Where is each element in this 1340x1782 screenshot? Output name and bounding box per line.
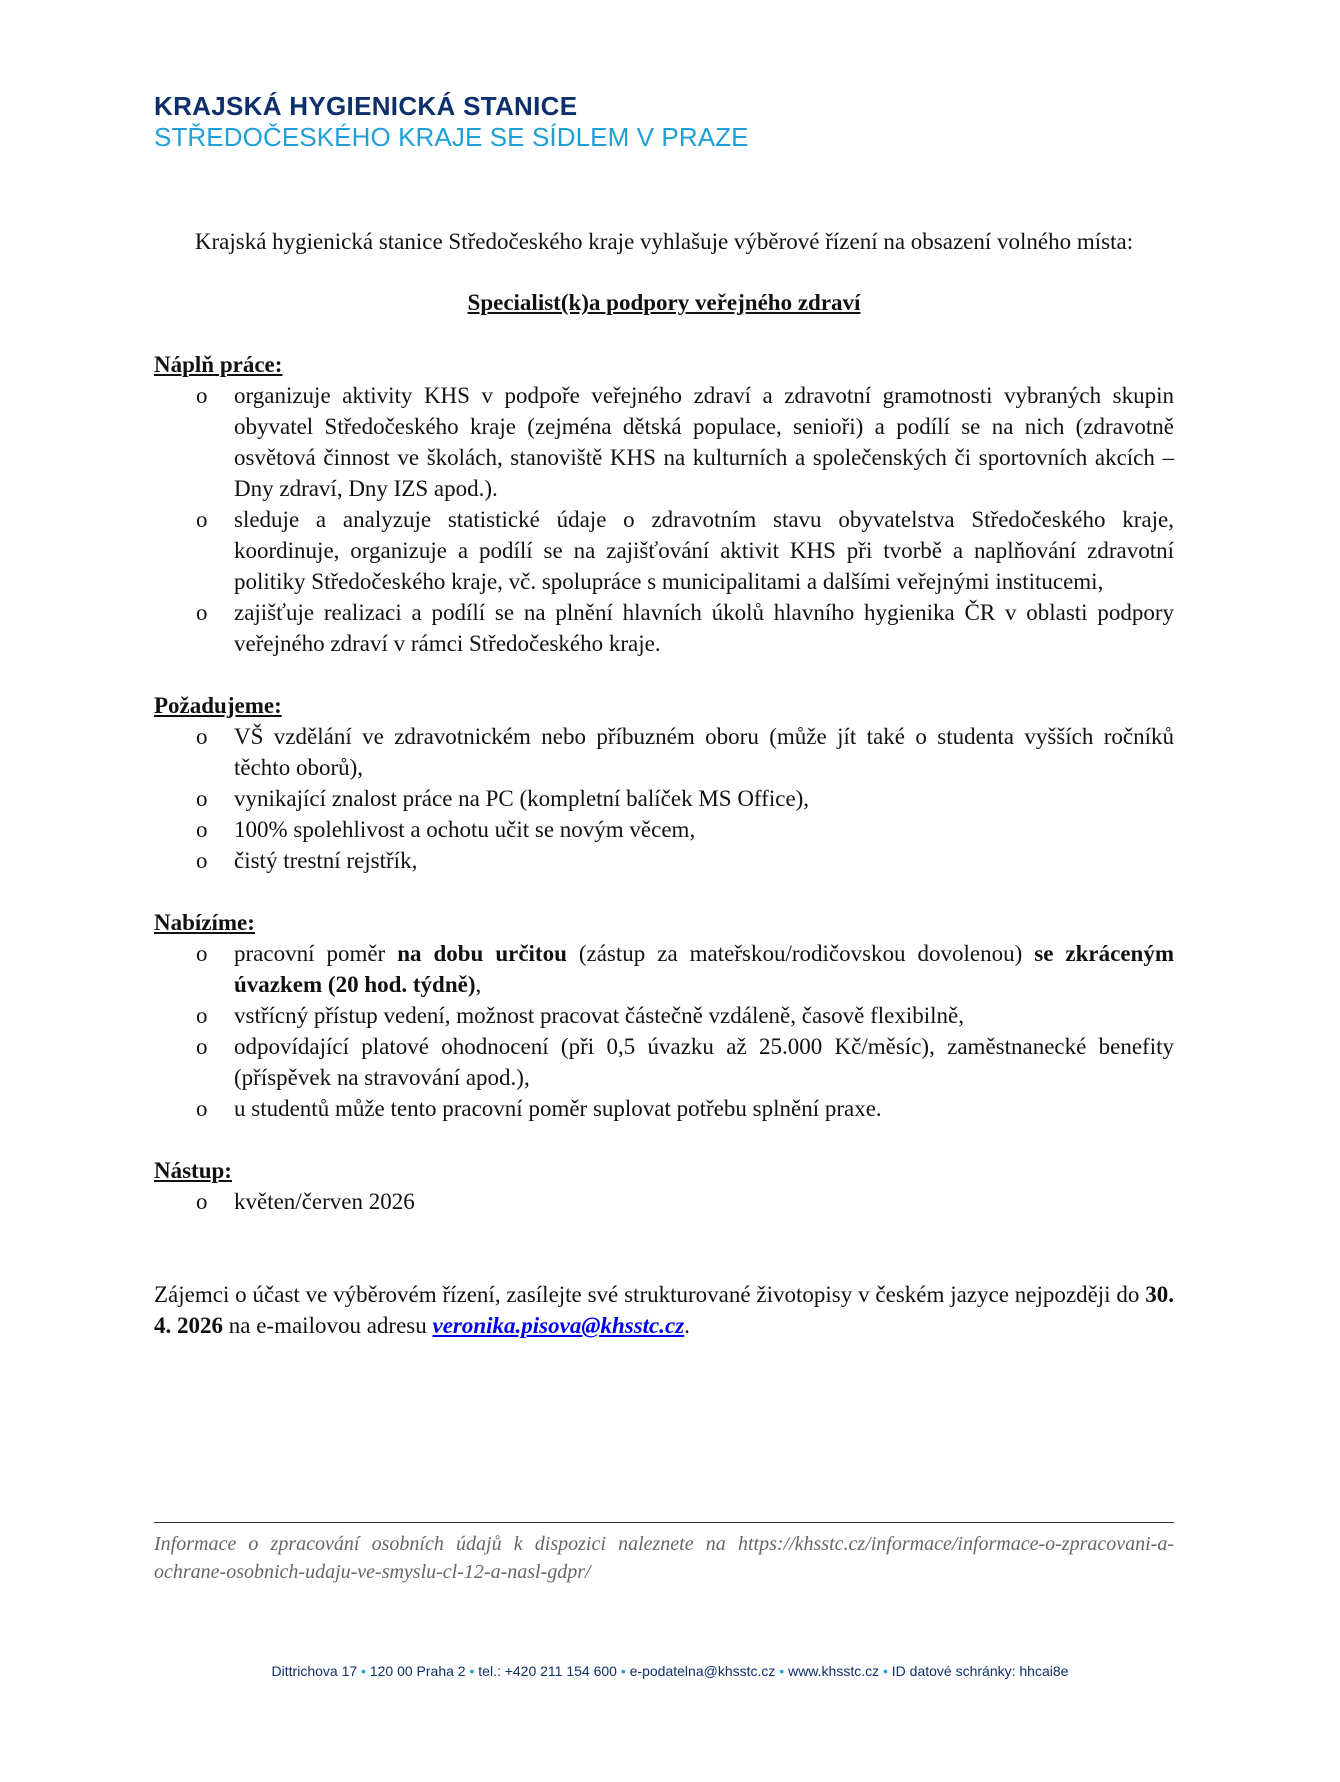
list-item: o vstřícný přístup vedení, možnost pracovat částečně vzdáleně, časově flexibilně,: [154, 1000, 1174, 1031]
separator-dot: •: [882, 1663, 888, 1679]
footer-address: Dittrichova 17: [271, 1663, 358, 1679]
pozadujeme-list: [154, 721, 1174, 876]
list-item: o 100% spolehlivost a ochotu učit se novým věcem,: [154, 814, 1174, 845]
section-heading-nastup: Nástup:: [154, 1158, 232, 1183]
separator-dot: •: [620, 1663, 626, 1679]
bullet-icon: o: [196, 786, 208, 811]
list-item: o VŠ vzdělání ve zdravotnickém nebo příbuzném oboru (může jít také o studenta vyšších ročníků těchto oborů),: [154, 721, 1174, 783]
logo-subtitle: STŘEDOČESKÉHO KRAJE SE SÍDLEM V PRAZE: [154, 122, 749, 152]
bullet-icon: o: [196, 507, 208, 532]
bullet-icon: o: [196, 724, 208, 749]
separator-dot: •: [779, 1663, 785, 1679]
section-heading-pozadujeme: Požadujeme:: [154, 693, 282, 718]
contract-type: na dobu určitou: [397, 941, 567, 966]
section-heading-naplň: Náplň práce:: [154, 352, 283, 377]
application-instructions: Zájemci o účast ve výběrovém řízení, zasílejte své strukturované životopisy v českém jazyce nejpozději do 30. 4. 2026 na e-mailovou adresu veronika.pisova@khsstc.cz.: [154, 1282, 1174, 1338]
section-heading-nabizime: Nabízíme:: [154, 910, 255, 935]
bullet-icon: o: [196, 848, 208, 873]
footer-city: 120 00 Praha 2: [369, 1663, 466, 1679]
separator-dot: •: [361, 1663, 366, 1679]
bullet-icon: o: [196, 1003, 208, 1028]
page-footer: [0, 1663, 1340, 1679]
list-item: o u studentů může tento pracovní poměr suplovat potřebu splnění praxe.: [154, 1093, 1174, 1124]
separator-dot: •: [469, 1663, 475, 1679]
footer-web: www.khsstc.cz: [788, 1663, 880, 1679]
gdpr-notice: Informace o zpracování osobních údajů k dispozici naleznete na https://khsstc.cz/informace/informace-o-zpracovani-a-ochrane-osobnich-udaju-ve-smyslu-cl-12-a-nasl-gdpr/: [154, 1533, 1174, 1583]
intro-text: Krajská hygienická stanice Středočeského kraje vyhlašuje výběrové řízení na obsazení volného místa:: [194, 229, 1134, 254]
list-item: o odpovídající platové ohodnocení (při 0,5 úvazku až 25.000 Kč/měsíc), zaměstnanecké benefity (příspěvek na stravování apod.),: [154, 1031, 1174, 1093]
footer-databox: ID datové schránky: hhcai8e: [891, 1663, 1069, 1679]
deadline-date: 30. 4. 2026: [154, 1282, 1174, 1338]
nabizime-list: [154, 938, 1174, 1124]
naplň-list: [154, 380, 1174, 659]
list-item: o vynikající znalost práce na PC (kompletní balíček MS Office),: [154, 783, 1174, 814]
bullet-icon: o: [196, 600, 208, 625]
list-item: o pracovní poměr na dobu určitou (zástup za mateřskou/rodičovskou dovolenou) se zkráceným úvazkem (20 hod. týdně),: [154, 938, 1174, 1000]
list-item: o čistý trestní rejstřík,: [154, 845, 1174, 876]
footer-phone: tel.: +420 211 154 600: [478, 1663, 617, 1679]
footer-email: e-podatelna@khsstc.cz: [629, 1663, 776, 1679]
bullet-icon: o: [196, 383, 208, 408]
bullet-icon: o: [196, 817, 208, 842]
nastup-list: [154, 1186, 1174, 1217]
institution-logo: [154, 91, 749, 153]
list-item: o zajišťuje realizaci a podílí se na plnění hlavních úkolů hlavního hygienika ČR v oblasti podpory veřejného zdraví v rámci Středočeského kraje.: [154, 597, 1174, 659]
job-title: Specialist(k)a podpory veřejného zdraví: [467, 290, 861, 315]
bullet-icon: o: [196, 1034, 208, 1059]
list-item: o sleduje a analyzuje statistické údaje o zdravotním stavu obyvatelstva Středočeského kraje, koordinuje, organizuje a podílí se na zajišťování aktivit KHS při tvorbě a naplňování zdravotní politiky Středočeského kraje, vč. spolupráce s municipalitami a dalšími veřejnými institucemi,: [154, 504, 1174, 597]
document-body: [154, 226, 1174, 1341]
workload: se zkráceným úvazkem (20 hod. týdně): [234, 941, 1174, 997]
list-item: o organizuje aktivity KHS v podpoře veřejného zdraví a zdravotní gramotnosti vybraných skupin obyvatel Středočeského kraje (zejména dětská populace, senioři) a podílí se na nich (zdravotně osvětová činnost ve školách, stanoviště KHS na kulturních a společenských či sportovních akcích – Dny zdraví, Dny IZS apod.).: [154, 380, 1174, 504]
bullet-icon: o: [196, 941, 208, 966]
bullet-icon: o: [196, 1189, 208, 1214]
bullet-icon: o: [196, 1096, 208, 1121]
footer-divider: [154, 1522, 1174, 1523]
list-item: o květen/červen 2026: [154, 1186, 1174, 1217]
contact-email-link[interactable]: veronika.pisova@khsstc.cz: [432, 1313, 685, 1338]
logo-title: KRAJSKÁ HYGIENICKÁ STANICE: [154, 91, 578, 121]
